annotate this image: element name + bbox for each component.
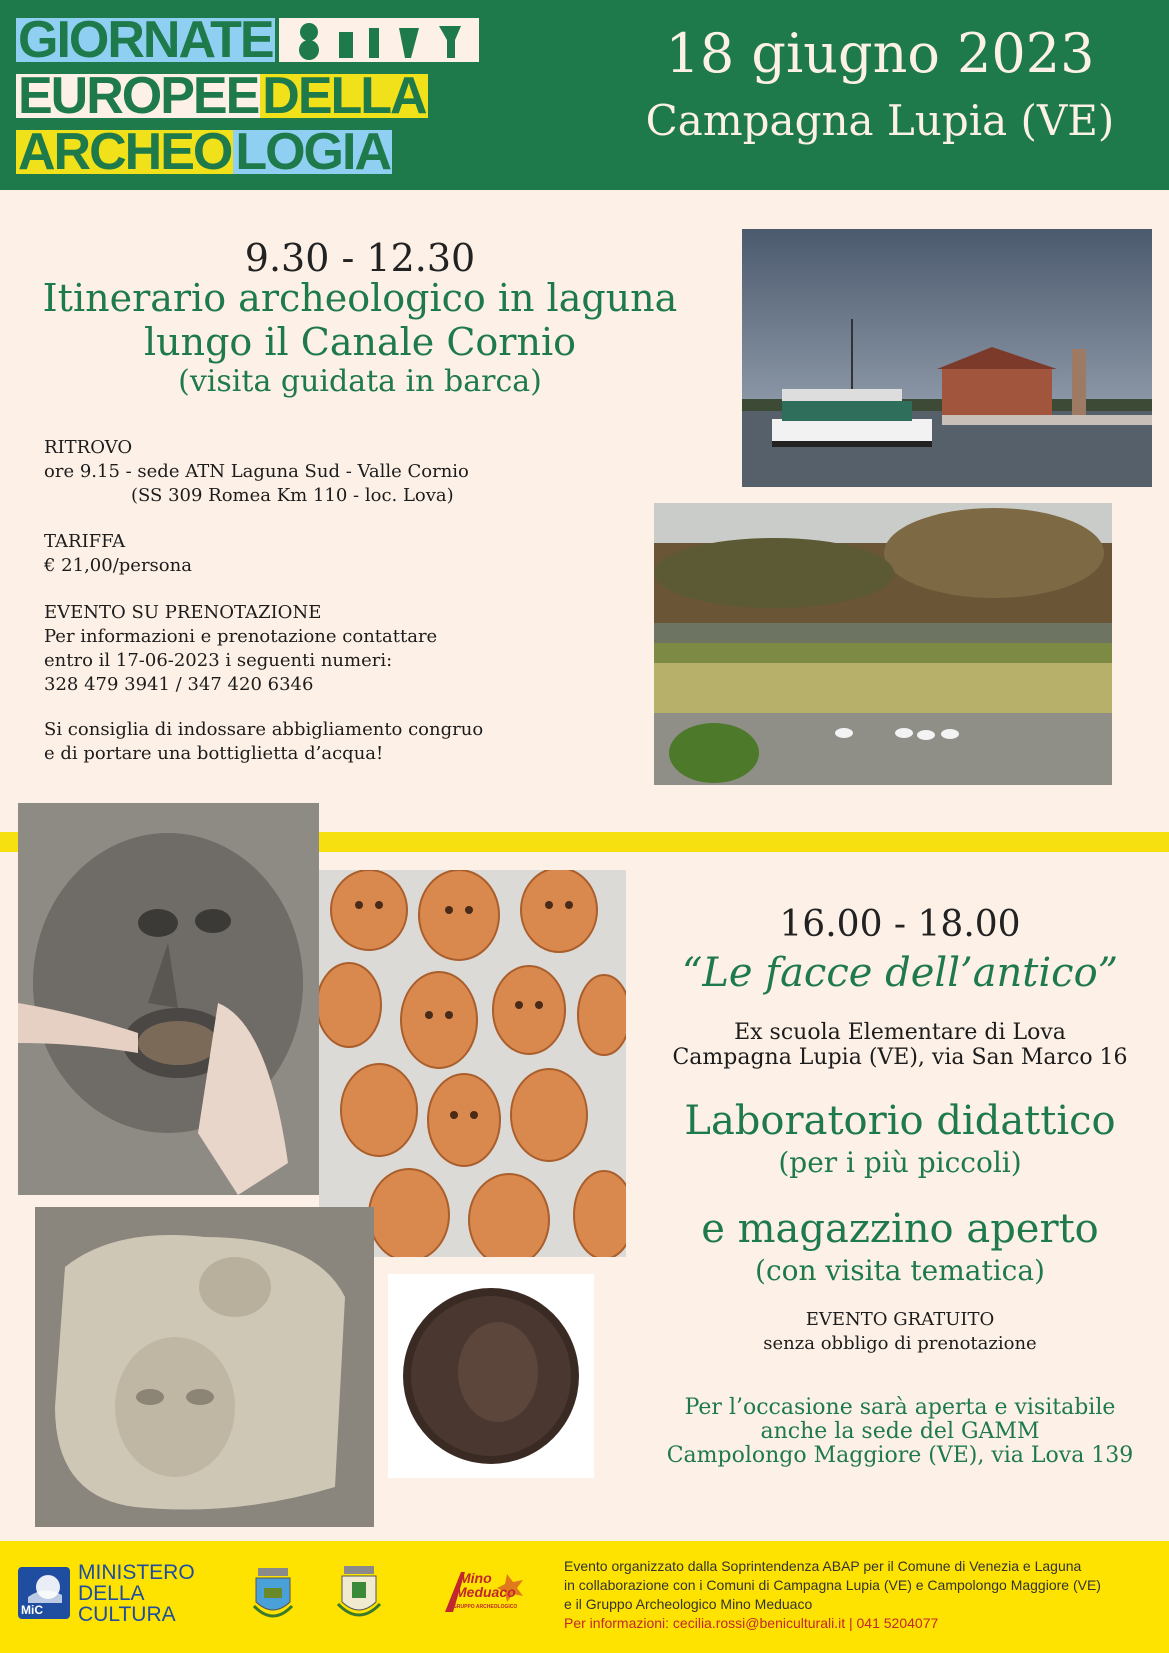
stone-relief-photo bbox=[35, 1207, 374, 1527]
lab-subtitle: (per i più piccoli) bbox=[778, 1146, 1022, 1179]
campolongo-maggiore-crest-icon bbox=[332, 1564, 386, 1624]
morning-subtitle: (visita guidata in barca) bbox=[178, 364, 542, 399]
logo-artifacts-icon bbox=[279, 18, 479, 62]
gamm-line2: anche la sede del GAMM bbox=[760, 1419, 1040, 1444]
phone-numbers: 328 479 3941 / 347 420 6346 bbox=[44, 674, 314, 695]
address-line2: Campagna Lupia (VE), via San Marco 16 bbox=[672, 1045, 1128, 1070]
logo-line-1 bbox=[16, 11, 479, 69]
mic-line2: DELLA bbox=[78, 1582, 145, 1605]
afternoon-time: 16.00 - 18.00 bbox=[779, 904, 1021, 945]
meduaco-line2: Meduaco bbox=[455, 1584, 516, 1600]
logo-text-giornate: GIORNATE bbox=[18, 11, 273, 69]
terracotta-masks-photo bbox=[319, 870, 626, 1257]
logo-line-3 bbox=[16, 123, 392, 181]
gamm-line1: Per l’occasione sarà aperta e visitabile bbox=[684, 1395, 1116, 1420]
advice-block bbox=[44, 718, 644, 766]
gamm-block bbox=[640, 1396, 1160, 1468]
giornate-europee-archeologia-logo bbox=[0, 0, 583, 190]
ritrovo-line2: (SS 309 Romea Km 110 - loc. Lova) bbox=[131, 485, 454, 506]
ritrovo-block bbox=[44, 436, 644, 508]
mic-abbr: MiC bbox=[21, 1603, 43, 1617]
prenotazione-block bbox=[44, 601, 644, 697]
tariffa-block bbox=[44, 530, 644, 578]
footer-line3: e il Gruppo Archeologico Mino Meduaco bbox=[564, 1596, 813, 1612]
footer-organizer-text bbox=[564, 1557, 1164, 1633]
free-event-block bbox=[640, 1308, 1160, 1356]
footer-line2: in collaborazione con i Comuni di Campagna Lupia (VE) e Campolongo Maggiore (VE) bbox=[564, 1577, 1101, 1593]
mino-meduaco-logo bbox=[443, 1568, 527, 1616]
advice-line2: e di portare una bottiglietta d’acqua! bbox=[44, 743, 384, 764]
lab-title: Laboratorio didattico bbox=[684, 1098, 1116, 1144]
ritrovo-line1: ore 9.15 - sede ATN Laguna Sud - Valle Cornio bbox=[44, 461, 469, 482]
event-place: Campagna Lupia (VE) bbox=[645, 96, 1115, 145]
address-line1: Ex scuola Elementare di Lova bbox=[734, 1020, 1066, 1045]
meduaco-line1: Mino bbox=[459, 1570, 492, 1586]
free-event-sub: senza obbligo di prenotazione bbox=[763, 1333, 1037, 1354]
logo-text-della: DELLA bbox=[262, 67, 426, 125]
campagna-lupia-crest-icon bbox=[250, 1566, 296, 1624]
logo-text-archeo: ARCHEO bbox=[18, 123, 232, 181]
mic-line3: CULTURA bbox=[78, 1603, 176, 1626]
event-date: 18 giugno 2023 bbox=[665, 22, 1095, 85]
logo-text-europee: EUROPEE bbox=[18, 67, 259, 125]
tariffa-label: TARIFFA bbox=[44, 531, 126, 552]
gamm-line3: Campolongo Maggiore (VE), via Lova 139 bbox=[666, 1443, 1134, 1468]
magazzino-title: e magazzino aperto bbox=[701, 1206, 1099, 1252]
afternoon-title: “Le facce dell’antico” bbox=[681, 950, 1119, 996]
meduaco-line3: GRUPPO ARCHEOLOGICO bbox=[453, 1604, 518, 1610]
logo-line-2 bbox=[16, 67, 428, 125]
tariffa-value: € 21,00/persona bbox=[44, 555, 192, 576]
logo-text-logia: LOGIA bbox=[235, 123, 391, 181]
boat-lagoon-photo bbox=[742, 229, 1152, 487]
roman-coin-photo bbox=[388, 1274, 594, 1478]
advice-line1: Si consiglia di indossare abbigliamento congruo bbox=[44, 719, 484, 740]
ritrovo-label: RITROVO bbox=[44, 437, 133, 458]
morning-title-line1: Itinerario archeologico in laguna bbox=[42, 276, 678, 320]
ministero-cultura-logo-text bbox=[78, 1562, 195, 1625]
evento-line2: entro il 17-06-2023 i seguenti numeri: bbox=[44, 650, 393, 671]
mic-line1: MINISTERO bbox=[78, 1561, 195, 1584]
free-event-label: EVENTO GRATUITO bbox=[805, 1309, 995, 1330]
evento-line1: Per informazioni e prenotazione contattare bbox=[44, 626, 438, 647]
evento-label: EVENTO SU PRENOTAZIONE bbox=[44, 602, 322, 623]
magazzino-subtitle: (con visita tematica) bbox=[755, 1254, 1045, 1287]
clay-modeling-photo bbox=[18, 803, 319, 1195]
morning-time: 9.30 - 12.30 bbox=[244, 236, 476, 280]
lagoon-birds-photo bbox=[654, 503, 1112, 785]
footer-line1: Evento organizzato dalla Soprintendenza ABAP per il Comune di Venezia e Laguna bbox=[564, 1558, 1082, 1574]
mic-logo-icon bbox=[18, 1567, 70, 1619]
afternoon-address bbox=[640, 1020, 1160, 1070]
morning-title-line2: lungo il Canale Cornio bbox=[144, 320, 576, 364]
footer-contact-info[interactable]: Per informazioni: cecilia.rossi@beniculturali.it | 041 5204077 bbox=[564, 1615, 939, 1631]
